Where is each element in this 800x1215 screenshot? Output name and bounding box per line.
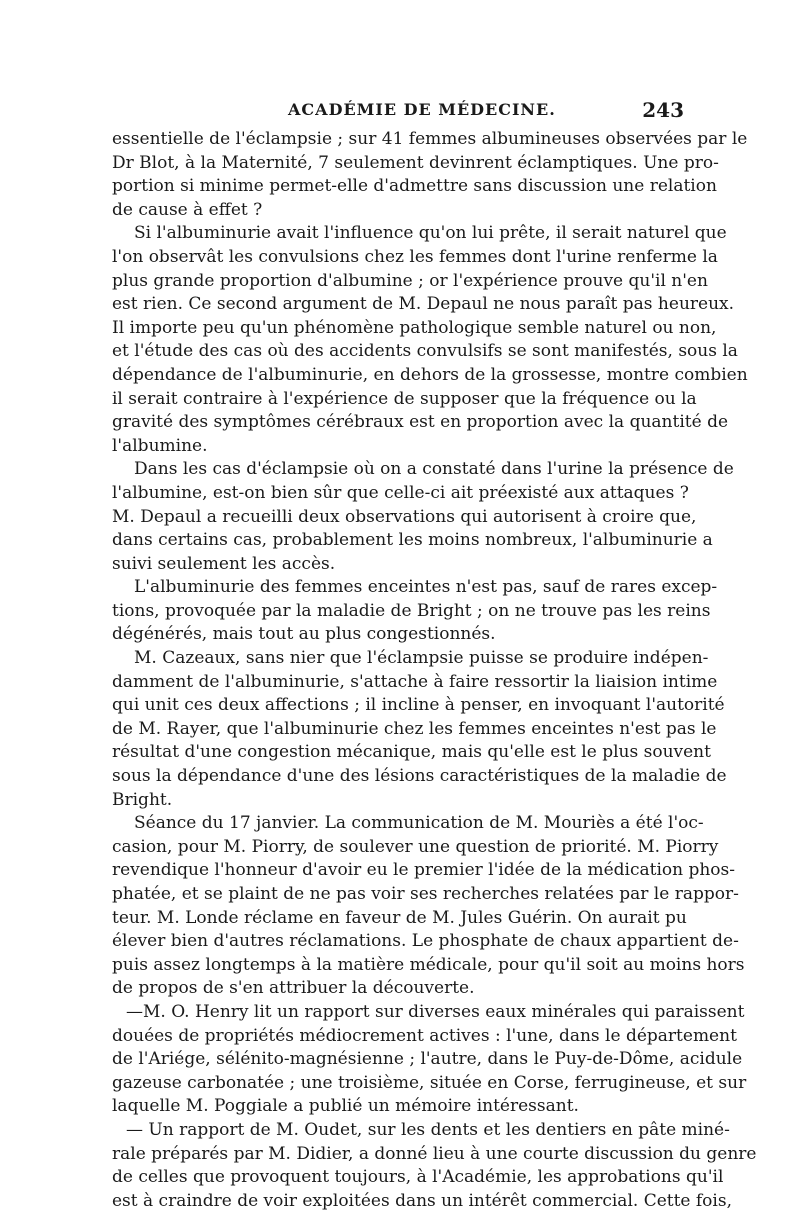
text-line: plus grande proportion d'albumine ; or l'expérience prouve qu'il n'en (112, 270, 708, 291)
text-line: est rien. Ce second argument de M. Depaul ne nous paraît pas heureux. (112, 294, 735, 315)
text-line: élever bien d'autres réclamations. Le phosphate de chaux appartient de- (112, 931, 739, 952)
text-line: de M. Rayer, que l'albuminurie chez les femmes enceintes n'est pas le (112, 718, 717, 739)
text-line: L'albuminurie des femmes enceintes n'est pas, sauf de rares excep- (134, 577, 718, 598)
page-number: 243 (642, 98, 684, 122)
text-line: gravité des symptômes cérébraux est en proportion avec la quantité de (112, 412, 729, 433)
text-line: qui unit ces deux affections ; il incline à penser, en invoquant l'autorité (112, 695, 725, 716)
text-line: gazeuse carbonatée ; une troisième, située en Corse, ferrugineuse, et sur (112, 1072, 747, 1093)
text-line: M. Cazeaux, sans nier que l'éclampsie puisse se produire indépen- (134, 648, 709, 669)
text-line: sous la dépendance d'une des lésions caractéristiques de la maladie de (112, 766, 727, 787)
text-line: et l'étude des cas où des accidents convulsifs se sont manifestés, sous la (112, 341, 738, 362)
text-line: Il importe peu qu'un phénomène pathologique semble naturel ou non, (112, 317, 717, 338)
text-line: Bright. (112, 789, 173, 810)
text-line: il serait contraire à l'expérience de supposer que la fréquence ou la (112, 388, 697, 409)
text-line: douées de propriétés médiocrement actives : l'une, dans le département (112, 1025, 737, 1046)
running-title: ACADÉMIE DE MÉDECINE. (288, 100, 556, 119)
text-line: phatée, et se plaint de ne pas voir ses recherches relatées par le rappor- (112, 884, 739, 904)
text-line: Séance du 17 janvier. La communication de M. Mouriès a été l'oc- (134, 813, 704, 834)
text-line: de celles que provoquent toujours, à l'Académie, les approbations qu'il (112, 1167, 724, 1188)
text-line: l'on observât les convulsions chez les femmes dont l'urine renferme la (112, 246, 718, 267)
text-line: de cause à effet ? (112, 199, 263, 220)
text-line: est à craindre de voir exploitées dans un intérêt commercial. Cette fois, (112, 1190, 732, 1211)
text-line: rale préparés par M. Didier, a donné lieu à une courte discussion du genre (112, 1143, 757, 1164)
page-header (112, 98, 684, 122)
text-line: dans certains cas, probablement les moins nombreux, l'albuminurie a (112, 530, 713, 551)
text-line: suivi seulement les accès. (112, 553, 336, 574)
text-line: l'albumine, est-on bien sûr que celle-ci ait préexisté aux attaques ? (112, 482, 689, 503)
text-line: de propos de s'en attribuer la découverte. (112, 978, 475, 999)
text-line: résultat d'une congestion mécanique, mais qu'elle est le plus souvent (112, 742, 711, 763)
text-line: puis assez longtemps à la matière médicale, pour qu'il soit au moins hors (112, 954, 745, 975)
text-line: dépendance de l'albuminurie, en dehors de la grossesse, montre combien (112, 364, 748, 385)
text-line: —M. O. Henry lit un rapport sur diverses eaux minérales qui paraissent (126, 1001, 745, 1022)
text-line: revendique l'honneur d'avoir eu le premier l'idée de la médication phos- (112, 860, 735, 881)
text-line: portion si minime permet-elle d'admettre sans discussion une relation (112, 176, 717, 197)
text-line: tions, provoquée par la maladie de Bright ; on ne trouve pas les reins (112, 600, 711, 621)
text-line: de l'Ariége, sélénito-magnésienne ; l'autre, dans le Puy-de-Dôme, acidule (112, 1049, 743, 1070)
text-line: l'albumine. (112, 435, 208, 456)
text-line: casion, pour M. Piorry, de soulever une question de priorité. M. Piorry (112, 836, 719, 857)
text-line: dégénérés, mais tout au plus congestionnés. (112, 624, 496, 645)
text-line: laquelle M. Poggiale a publié un mémoire intéressant. (112, 1096, 579, 1117)
body-text (112, 128, 757, 1213)
text-line: Dr Blot, à la Maternité, 7 seulement devinrent éclamptiques. Une pro- (112, 152, 719, 173)
text-line: teur. M. Londe réclame en faveur de M. Jules Guérin. On aurait pu (112, 907, 687, 928)
text-line: Dans les cas d'éclampsie où on a constaté dans l'urine la présence de (134, 459, 734, 480)
text-line: Si l'albuminurie avait l'influence qu'on lui prête, il serait naturel que (134, 223, 727, 244)
text-line: damment de l'albuminurie, s'attache à faire ressortir la liaision intime (112, 671, 718, 692)
text-line: essentielle de l'éclampsie ; sur 41 femmes albumineuses observées par le (112, 129, 748, 149)
text-line: M. Depaul a recueilli deux observations qui autorisent à croire que, (112, 506, 697, 527)
text-line: — Un rapport de M. Oudet, sur les dents et les dentiers en pâte miné- (126, 1119, 730, 1140)
